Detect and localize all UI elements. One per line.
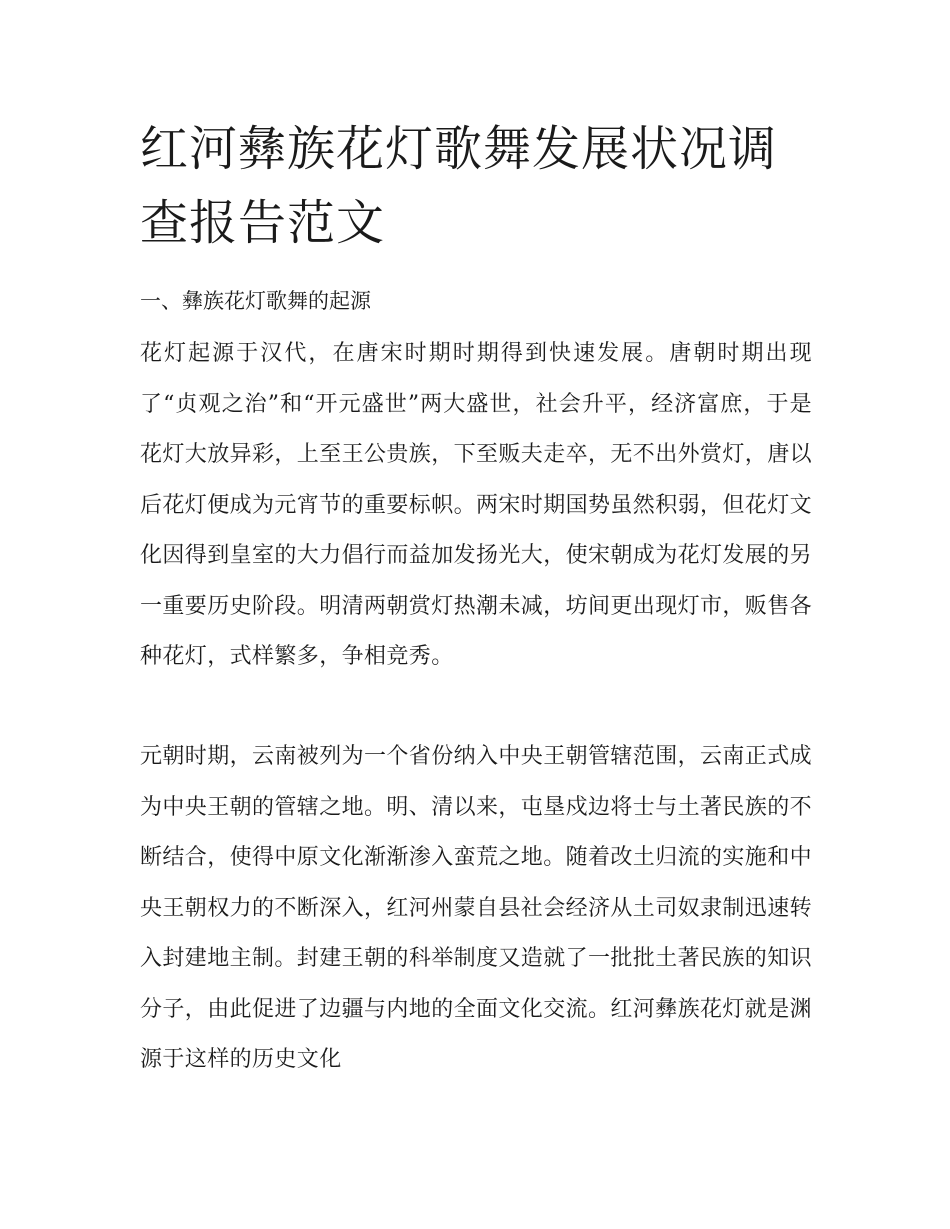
paragraph: 元朝时期，云南被列为一个省份纳入中央王朝管辖范围，云南正式成为中央王朝的管辖之地。明、清以来，屯垦戍边将士与土著民族的不断结合，使得中原文化渐渐渗入蛮荒之地。随着改土归流的实施和中央王朝权力的不断深入，红河州蒙自县社会经济从土司奴隶制迅速转入封建地主制。封建王朝的科举制度又造就了一批批土著民族的知识分子，由此促进了边疆与内地的全面文化交流。红河彝族花灯就是渊源于这样的历史文化 bbox=[140, 744, 812, 1072]
paragraph: 花灯起源于汉代，在唐宋时期时期得到快速发展。唐朝时期出现了“贞观之治”和“开元盛世”两大盛世，社会升平，经济富庶，于是花灯大放异彩，上至王公贵族，下至贩夫走卒，无不出外赏灯，唐以后花灯便成为元宵节的重要标帜。两宋时期国势虽然积弱，但花灯文化因得到皇室的大力倡行而益加发扬光大，使宋朝成为花灯发展的另一重要历史阶段。明清两朝赏灯热潮未减，坊间更出现灯市，贩售各种花灯，式样繁多，争相竞秀。 bbox=[140, 341, 813, 669]
section-heading: 一、彝族花灯歌舞的起源 bbox=[140, 289, 371, 313]
document-title: 红河彝族花灯歌舞发展状况调查报告范文 bbox=[140, 121, 778, 251]
